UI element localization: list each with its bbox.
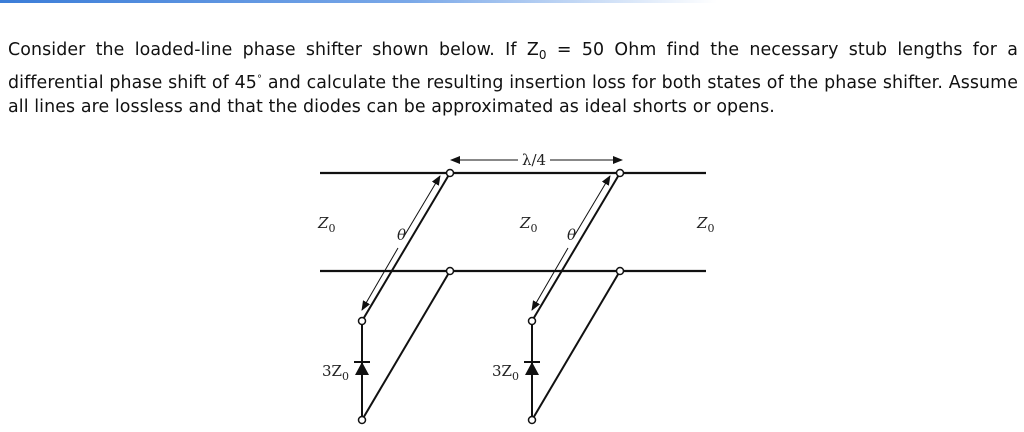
z0-middle-label: $Z_0$: [520, 214, 538, 235]
stub-impedance-left-label: $3Z_0$: [322, 362, 349, 383]
right-stub-line: [532, 173, 620, 321]
right-stub-lower-node: [529, 417, 536, 424]
left-bottom-junction: [447, 268, 454, 275]
left-stub-upper-node: [359, 318, 366, 325]
right-theta-arrow-lower: [532, 248, 568, 310]
right-stub-upper-node: [529, 318, 536, 325]
right-stub-lower-line: [532, 271, 620, 420]
right-theta-arrow: [573, 176, 610, 238]
z0-left-label: $Z_0$: [318, 214, 336, 235]
right-diode-icon: [525, 362, 539, 375]
left-stub-lower-node: [359, 417, 366, 424]
wavelength-label: λ/4: [521, 151, 547, 169]
right-bottom-junction: [617, 268, 624, 275]
theta-right-label: θ: [567, 226, 577, 244]
left-diode-icon: [355, 362, 369, 375]
left-theta-arrow-lower: [362, 248, 398, 310]
left-top-junction: [447, 170, 454, 177]
problem-statement: Consider the loaded-line phase shifter shown below. If $Z_0 = 50$ Ohm find the necessary stub lengths for a differential phase shift of 45° and calculate the resulting insertion loss for both states of the phase shifter. Assume all lines are lossless and that the diodes can be approximated as ideal shorts or opens.: [8, 40, 1019, 117]
z0-right-label: $Z_0$: [697, 214, 715, 235]
theta-left-label: θ: [397, 226, 407, 244]
right-stub: [524, 170, 624, 424]
left-stub-lower-line: [362, 271, 450, 420]
stub-impedance-right-label: $3Z_0$: [492, 362, 519, 383]
left-theta-arrow: [403, 176, 440, 238]
right-top-junction: [617, 170, 624, 177]
left-stub: [354, 170, 454, 424]
left-stub-line: [362, 173, 450, 321]
